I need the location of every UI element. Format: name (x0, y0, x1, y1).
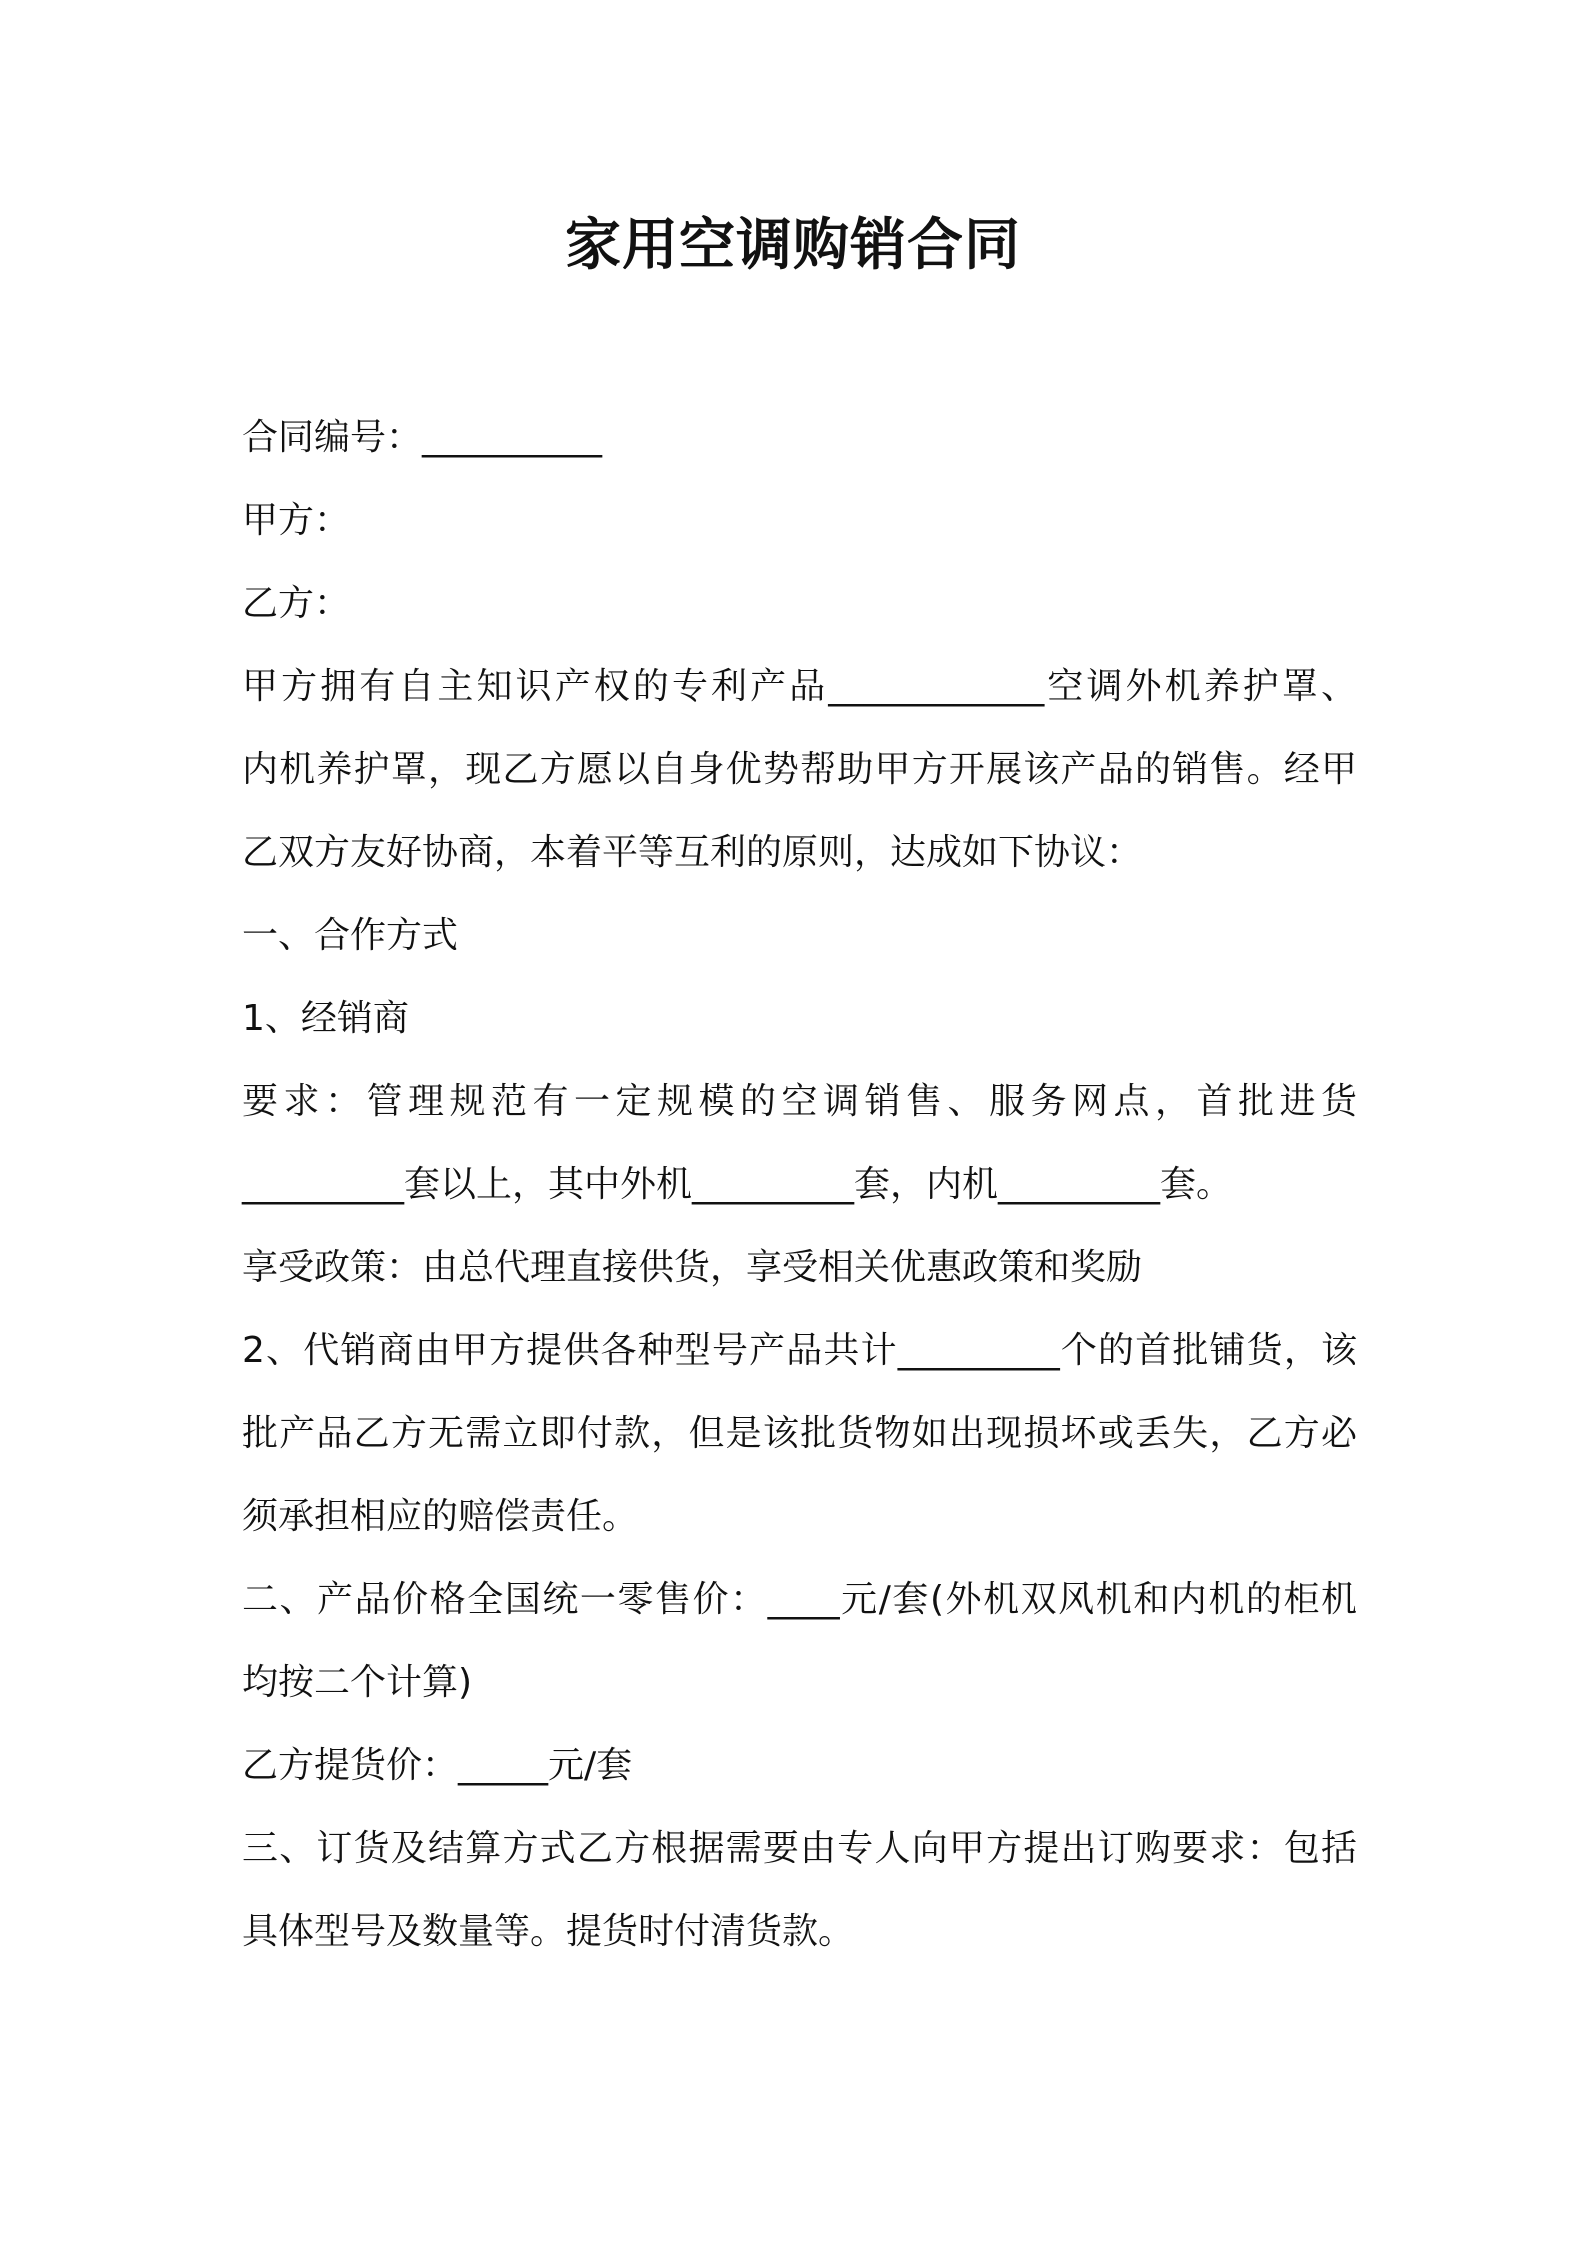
section-heading-ordering-line-2: 具体型号及数量等。提货时付清货款。 (242, 1911, 855, 1952)
section-heading-price-line-1: 二、产品价格全国统一零售价：____元/套(外机双风机和内机的柜机 (242, 1579, 1357, 1620)
preamble-line-2: 内机养护罩，现乙方愿以自身优势帮助甲方开展该产品的销售。经甲 (242, 749, 1357, 790)
dealer-requirement-line-2: _________套以上，其中外机_________套，内机_________套。 (242, 1164, 1233, 1205)
section-heading-cooperation: 一、合作方式 (242, 915, 459, 956)
preamble-line-1: 甲方拥有自主知识产权的专利产品____________空调外机养护罩、 (242, 666, 1357, 707)
dealer-policy-line: 享受政策：由总代理直接供货，享受相关优惠政策和奖励 (242, 1247, 1143, 1288)
party-b-price-line: 乙方提货价：_____元/套 (242, 1745, 633, 1786)
contract-number-line: 合同编号：__________ (242, 417, 603, 458)
preamble-line-3: 乙双方友好协商，本着平等互利的原则，达成如下协议： (242, 832, 1143, 873)
section-heading-price-line-2: 均按二个计算) (242, 1662, 473, 1703)
subsection-dealer: 1、经销商 (242, 998, 409, 1039)
party-b-line: 乙方： (242, 583, 351, 624)
section-heading-ordering-line-1: 三、订货及结算方式乙方根据需要由专人向甲方提出订购要求：包括 (242, 1828, 1357, 1869)
consignment-line-2: 批产品乙方无需立即付款，但是该批货物如出现损坏或丢失，乙方必 (242, 1413, 1357, 1454)
consignment-line-1: 2、代销商由甲方提供各种型号产品共计_________个的首批铺货，该 (242, 1330, 1357, 1371)
dealer-requirement-line-1: 要求：管理规范有一定规模的空调销售、服务网点，首批进货 (242, 1081, 1357, 1122)
document-body (242, 403, 1357, 1980)
document-title: 家用空调购销合同 (565, 213, 1021, 278)
consignment-line-3: 须承担相应的赔偿责任。 (242, 1496, 639, 1537)
party-a-line: 甲方： (242, 500, 351, 541)
